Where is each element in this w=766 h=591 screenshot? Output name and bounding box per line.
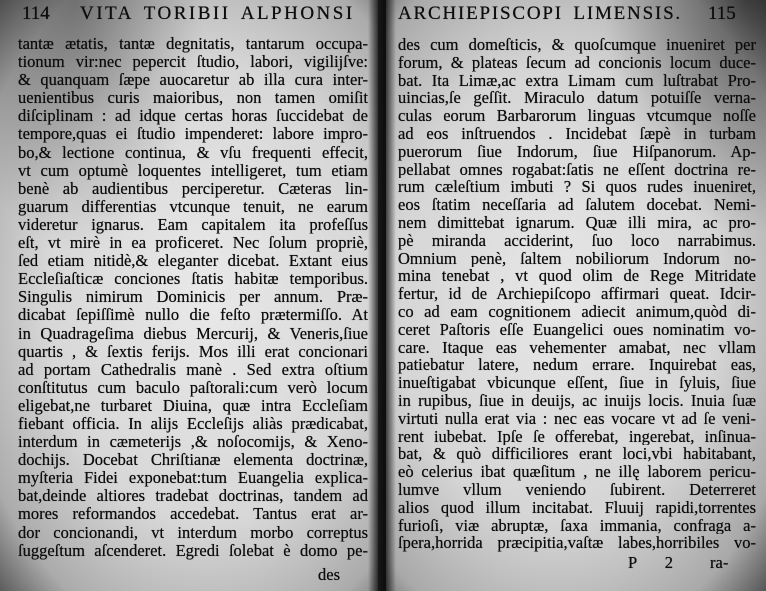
text-line: bat, & quò difficiliores erant loci,vbi habitabant, — [398, 445, 756, 464]
text-line: rent iubebat. Ipſe ſe offerebat, ingerebat, inſinua- — [398, 427, 756, 446]
text-line: pè miranda acciderint, ſuo loco narrabimus. — [398, 231, 756, 250]
text-line: inueſtigabat vbicunque eſſent, ſiue in ſyluis, ſiue — [398, 374, 756, 392]
text-line: eò celerius ibat quæſitum , ne illę laborem pericu- — [398, 463, 756, 481]
text-line: Singulis nimirum Dominicis per annum. Præ- — [18, 288, 368, 307]
text-line: care. Itaque eas vehementer amabat, nec vllam — [398, 338, 756, 357]
text-line: eligebat,ne turbaret Diuina, quæ intra Eccleſiam — [18, 396, 368, 415]
page-text-block — [398, 36, 756, 552]
text-line: tionum vir:nec pepercit ſtudio, labori, vigilijſve: — [18, 53, 368, 72]
book-gutter — [368, 0, 396, 591]
text-line: in Quadrageſima diebus Mercurij, & Veneris,ſiue — [18, 324, 368, 343]
text-line: ceret Paſtoris eſſe Euangelici oues nominatim vo- — [398, 320, 756, 339]
text-line: Omnium penè, ſaltem nobiliorum Indorum no- — [398, 249, 756, 268]
left-page — [0, 0, 378, 591]
page-number: 115 — [708, 3, 736, 24]
right-page — [386, 0, 766, 591]
text-line: puerorum ſiue Indorum, ſiue Hiſpanorum. Ap- — [398, 142, 756, 161]
text-line: alios quod illum incitabat. Fluuij rapidi,torrentes — [398, 498, 756, 517]
text-line: tantæ ætatis, tantæ degnitatis, tantarum occupa- — [18, 35, 368, 53]
text-line: benè ab audientibus perciperetur. Cæteras lin- — [18, 179, 368, 198]
text-line: pellabat omnes rogabat:ſatis ne eſſent doctrina re- — [398, 160, 756, 179]
text-line: fertur, id de Archiepiſcopo affirmari queat. Idcir- — [398, 285, 756, 303]
page-number: 114 — [22, 3, 50, 24]
text-line: conſtitutus cum baculo paſtorali:cum verò locum — [18, 378, 368, 397]
text-line: mores reformandos accedebat. Tantus erat ar- — [18, 505, 368, 524]
page-text-block — [18, 35, 368, 560]
text-line: des cum domeſticis, & quoſcumque inueniret per — [398, 36, 756, 54]
text-line: guarum differentias vtcunque tenuit, ne earum — [18, 197, 368, 216]
text-line: bat,deinde altiores tradebat doctrinas, tandem ad — [18, 487, 368, 506]
text-line: diſciplinam : ad idque certas horas ſuccidebat de — [18, 107, 368, 126]
text-line: uincias,ſe geſſit. Miraculo datum potuiſſe verna- — [398, 89, 756, 108]
text-line: quartis , & ſextis ferijs. Mos illi erat concionari — [18, 342, 368, 361]
text-line: videretur ignarus. Eam capitalem ita profeſſus — [18, 215, 368, 234]
text-line: bat. Ita Limæ,ac extra Limam cum luſtrabat Pro- — [398, 71, 756, 90]
text-line: forum, & plateas ſecum ad concionis locum duce- — [398, 53, 756, 72]
text-line: ſpera,horrida præcipitia,vaſtæ labes,horribiles vo- — [398, 534, 756, 553]
running-head: ARCHIEPISCOPI LIMENSIS. — [398, 3, 682, 24]
text-line: eſt, vt mirè in ea proficeret. Nec ſolum propriè, — [18, 234, 368, 253]
text-line: dor concionandi, vt interdum morbo correptus — [18, 523, 368, 542]
text-line: interdum in cæmeterijs ,& noſocomijs, & Xeno- — [18, 433, 368, 452]
text-line: rum cæleſtium imbuti ? Si quos rudes inueniret, — [398, 178, 756, 197]
running-head: VITA TORIBII ALPHONSI — [80, 3, 355, 24]
signature-mark: P 2 — [628, 553, 673, 572]
text-line: ad eos inſtruendos . Incidebat ſæpè in turbam — [398, 124, 756, 143]
text-line: furioſi, viæ abruptæ, ſaxa immania, confraga a- — [398, 516, 756, 535]
text-line: bo,& lectione continua, & vſu frequenti effecit, — [18, 143, 368, 162]
text-line: culas eorum Barbarorum linguas vtcumque noſſe — [398, 107, 756, 125]
text-line: myſteria Fidei exponebat:tum Euangelia explica- — [18, 469, 368, 488]
text-line: dicabat ſepiſſimè nullo die feſto prætermiſſo. At — [18, 306, 368, 325]
text-line: virtuti nulla erat via : nec eas vocare vt ad ſe veni- — [398, 409, 756, 428]
text-line: lumve vllum veniendo ſubirent. Deterreret — [398, 480, 756, 499]
catchword: des — [318, 565, 340, 584]
text-line: uenientibus curis maioribus, non tamen omiſit — [18, 89, 368, 108]
text-line: dochijs. Docebat Chriſtianæ elementa doctrinæ, — [18, 451, 368, 470]
text-line: eos ſtatim neceſſaria ad ſalutem docebat. Nemi- — [398, 196, 756, 214]
text-line: in rupibus, ſiue in deuijs, ac inuijs locis. Inuia ſuæ — [398, 391, 756, 410]
text-line: nem dimittebat ignarum. Quæ illi mira, ac pro- — [398, 213, 756, 232]
text-line: patiebatur latere, nedum errare. Inquirebat eas, — [398, 356, 756, 375]
text-line: & quanquam ſæpe auocaretur ab illa cura inter- — [18, 71, 368, 90]
text-line: ſuggeſtum aſcenderet. Egredi ſolebat è domo pe- — [18, 541, 368, 560]
text-line: co ad eam cognitionem adiecit animum,quòd di- — [398, 302, 756, 321]
text-line: ad portam Cathedralis manè . Sed extra oſtium — [18, 360, 368, 379]
text-line: Eccleſiaſticæ conciones ſtatis habitæ temporibus. — [18, 270, 368, 289]
text-line: ſed etiam nitidè,& eleganter dicebat. Extant eius — [18, 252, 368, 271]
catchword: ra- — [710, 553, 729, 572]
text-line: tempore,quas ei ſtudio impenderet: labore impro- — [18, 125, 368, 144]
text-line: fiebant officia. In alijs Eccleſijs aliàs prædicabat, — [18, 414, 368, 433]
text-line: vt cum optumè loquentes intelligeret, tum etiam — [18, 161, 368, 180]
text-line: mina tenebat , vt quod olim de Rege Mitridate — [398, 267, 756, 286]
